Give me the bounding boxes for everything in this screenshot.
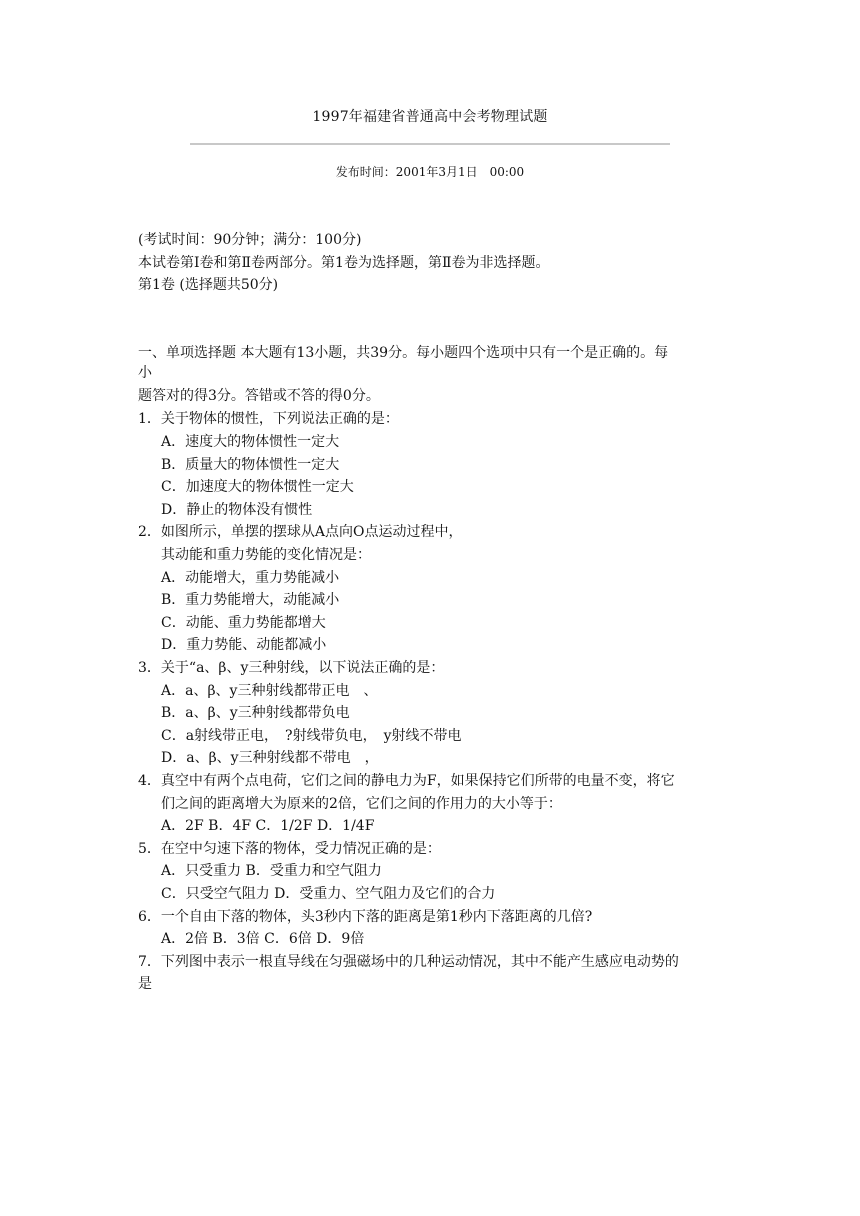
q1-option-a: A．速度大的物体惯性一定大	[161, 434, 340, 450]
q6-options: A．2倍 B．3倍 C．6倍 D．9倍	[161, 931, 365, 947]
section-instruction: 小	[138, 365, 152, 381]
q3-option-d: D．a、β、y三种射线都不带电 ，	[161, 750, 379, 766]
question-4-cont: 们之间的距离增大为原来的2倍，它们之间的作用力的大小等于：	[161, 796, 562, 812]
q2-option-c: C．动能、重力势能都增大	[161, 615, 326, 631]
question-5: 5．在空中匀速下落的物体，受力情况正确的是：	[138, 841, 441, 857]
question-6: 6．一个自由下落的物体，头3秒内下落的距离是第1秒内下落距离的几倍?	[138, 909, 593, 925]
question-2: 2．如图所示，单摆的摆球从A点向O点运动过程中，	[138, 524, 463, 540]
q1-option-b: B．质量大的物体惯性一定大	[161, 457, 340, 473]
q2-option-a: A．动能增大，重力势能减小	[161, 570, 340, 586]
question-7: 7．下列图中表示一根直导线在匀强磁场中的几种运动情况，其中不能产生感应电动势的	[138, 954, 679, 970]
q3-option-b: B．a、β、y三种射线都带负电	[161, 705, 350, 721]
q3-option-a: A．a、β、y三种射线都带正电 、	[161, 683, 378, 699]
part-one-heading: 第1卷 (选择题共50分)	[138, 277, 279, 293]
question-3: 3．关于“a、β、y三种射线，以下说法正确的是：	[138, 660, 445, 676]
q2-option-b: B．重力势能增大，动能减小	[161, 592, 340, 608]
q4-options: A．2F B．4F C．1/2F D．1/4F	[161, 818, 375, 834]
exam-structure: 本试卷第Ⅰ卷和第Ⅱ卷两部分。第1卷为选择题，第Ⅱ卷为非选择题。	[138, 255, 550, 271]
question-4: 4．真空中有两个点电荷，它们之间的静电力为F，如果保持它们所带的电量不变，将它	[138, 773, 675, 789]
exam-info: (考试时间：90分钟；满分：100分)	[138, 232, 362, 248]
q2-option-d: D．重力势能、动能都减小	[161, 637, 327, 653]
question-2-cont: 其动能和重力势能的变化情况是：	[161, 547, 371, 563]
q1-option-c: C．加速度大的物体惯性一定大	[161, 479, 354, 495]
question-1: 1．关于物体的惯性，下列说法正确的是：	[138, 411, 399, 427]
publish-time: 发布时间：2001年3月1日 00:00	[335, 165, 525, 179]
q5-options-ab: A．只受重力 B．受重力和空气阻力	[161, 863, 382, 879]
section-instruction: 题答对的得3分。答错或不答的得0分。	[138, 388, 380, 404]
q5-options-cd: C．只受空气阻力 D．受重力、空气阻力及它们的合力	[161, 886, 496, 902]
q3-option-c: C．a射线带正电， ?射线带负电， y射线不带电	[161, 728, 462, 744]
section-instruction: 一、单项选择题 本大题有13小题，共39分。每小题四个选项中只有一个是正确的。每	[138, 345, 669, 361]
document-title: 1997年福建省普通高中会考物理试题	[312, 109, 548, 125]
question-7-cont: 是	[138, 976, 152, 992]
q1-option-d: D．静止的物体没有惯性	[161, 502, 313, 518]
title-divider	[190, 143, 670, 145]
